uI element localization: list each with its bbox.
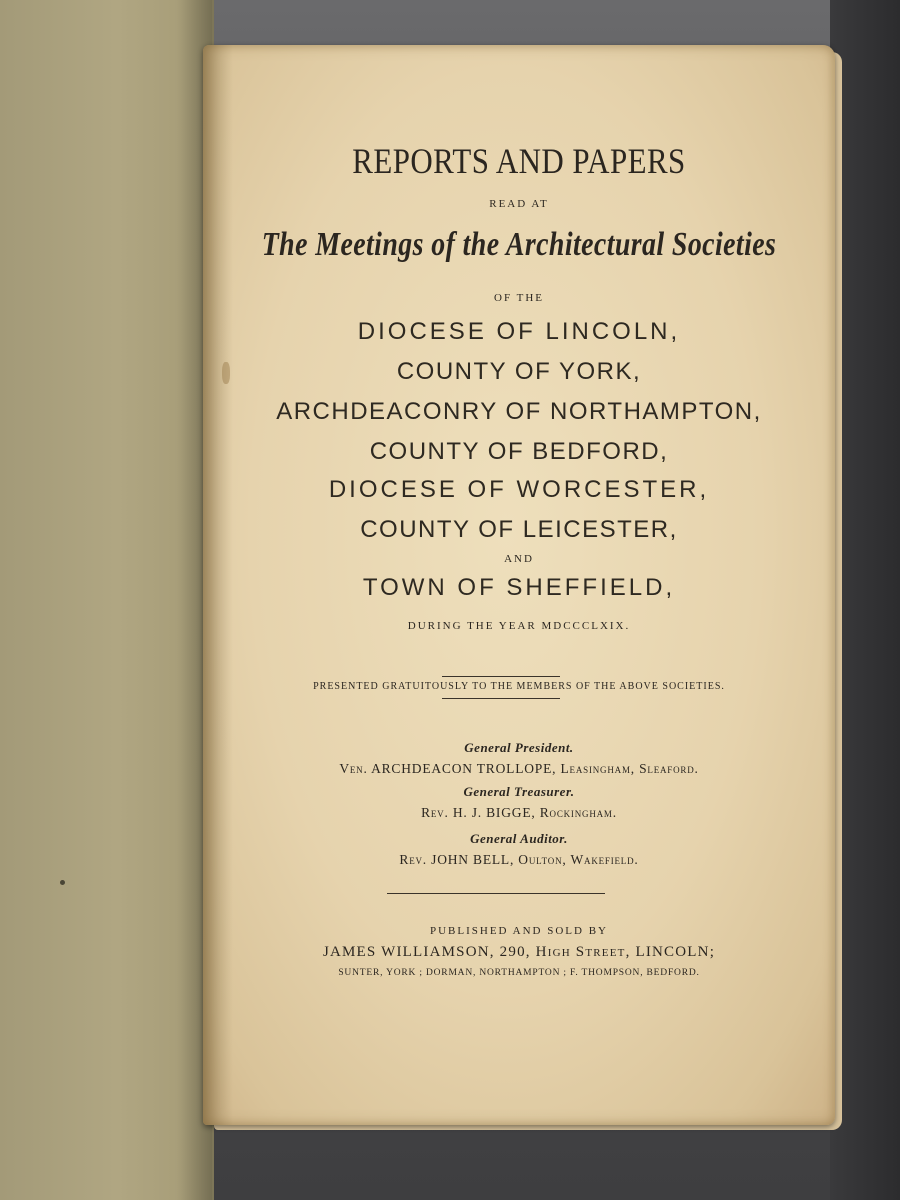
officer-name: Ven. ARCHDEACON TROLLOPE, Leasingham, Sleaford. — [339, 761, 699, 776]
agents-line: SUNTER, YORK ; DORMAN, NORTHAMPTON ; F. THOMPSON, BEDFORD. — [338, 968, 700, 978]
officer-title: General Treasurer. — [463, 784, 575, 799]
place-line: COUNTY OF BEDFORD, — [369, 438, 669, 465]
officer-title: General President. — [464, 740, 574, 755]
officer-title: General Auditor. — [470, 831, 568, 846]
and-line: AND — [504, 553, 534, 565]
place-line: DIOCESE OF LINCOLN, — [357, 318, 681, 345]
place-line: DIOCESE OF WORCESTER, — [328, 476, 710, 503]
divider-rule — [442, 698, 560, 699]
cover-speck — [60, 880, 65, 885]
meetings-heading: The Meetings of the Architectural Societies — [261, 226, 777, 263]
published-line: PUBLISHED AND SOLD BY — [430, 925, 608, 937]
book-title: REPORTS AND PAPERS — [352, 141, 686, 181]
place-line: COUNTY OF YORK, — [396, 358, 642, 385]
place-line: ARCHDEACONRY OF NORTHAMPTON, — [276, 398, 762, 425]
read-at-line: READ AT — [489, 198, 549, 210]
divider-rule — [442, 676, 560, 677]
place-line: COUNTY OF LEICESTER, — [360, 516, 678, 543]
officer-name: Rev. H. J. BIGGE, Rockingham. — [421, 805, 617, 820]
place-line: TOWN OF SHEFFIELD, — [362, 574, 676, 601]
divider-rule — [387, 893, 605, 894]
presented-line: PRESENTED GRATUITOUSLY TO THE MEMBERS OF THE ABOVE SOCIETIES. — [313, 681, 725, 692]
of-the-line: OF THE — [494, 292, 544, 304]
printer-line: JAMES WILLIAMSON, 290, High Street, LINCOLN; — [322, 944, 716, 960]
officer-name: Rev. JOHN BELL, Oulton, Wakefield. — [399, 852, 639, 867]
year-line: DURING THE YEAR MDCCCLXIX. — [407, 620, 631, 632]
